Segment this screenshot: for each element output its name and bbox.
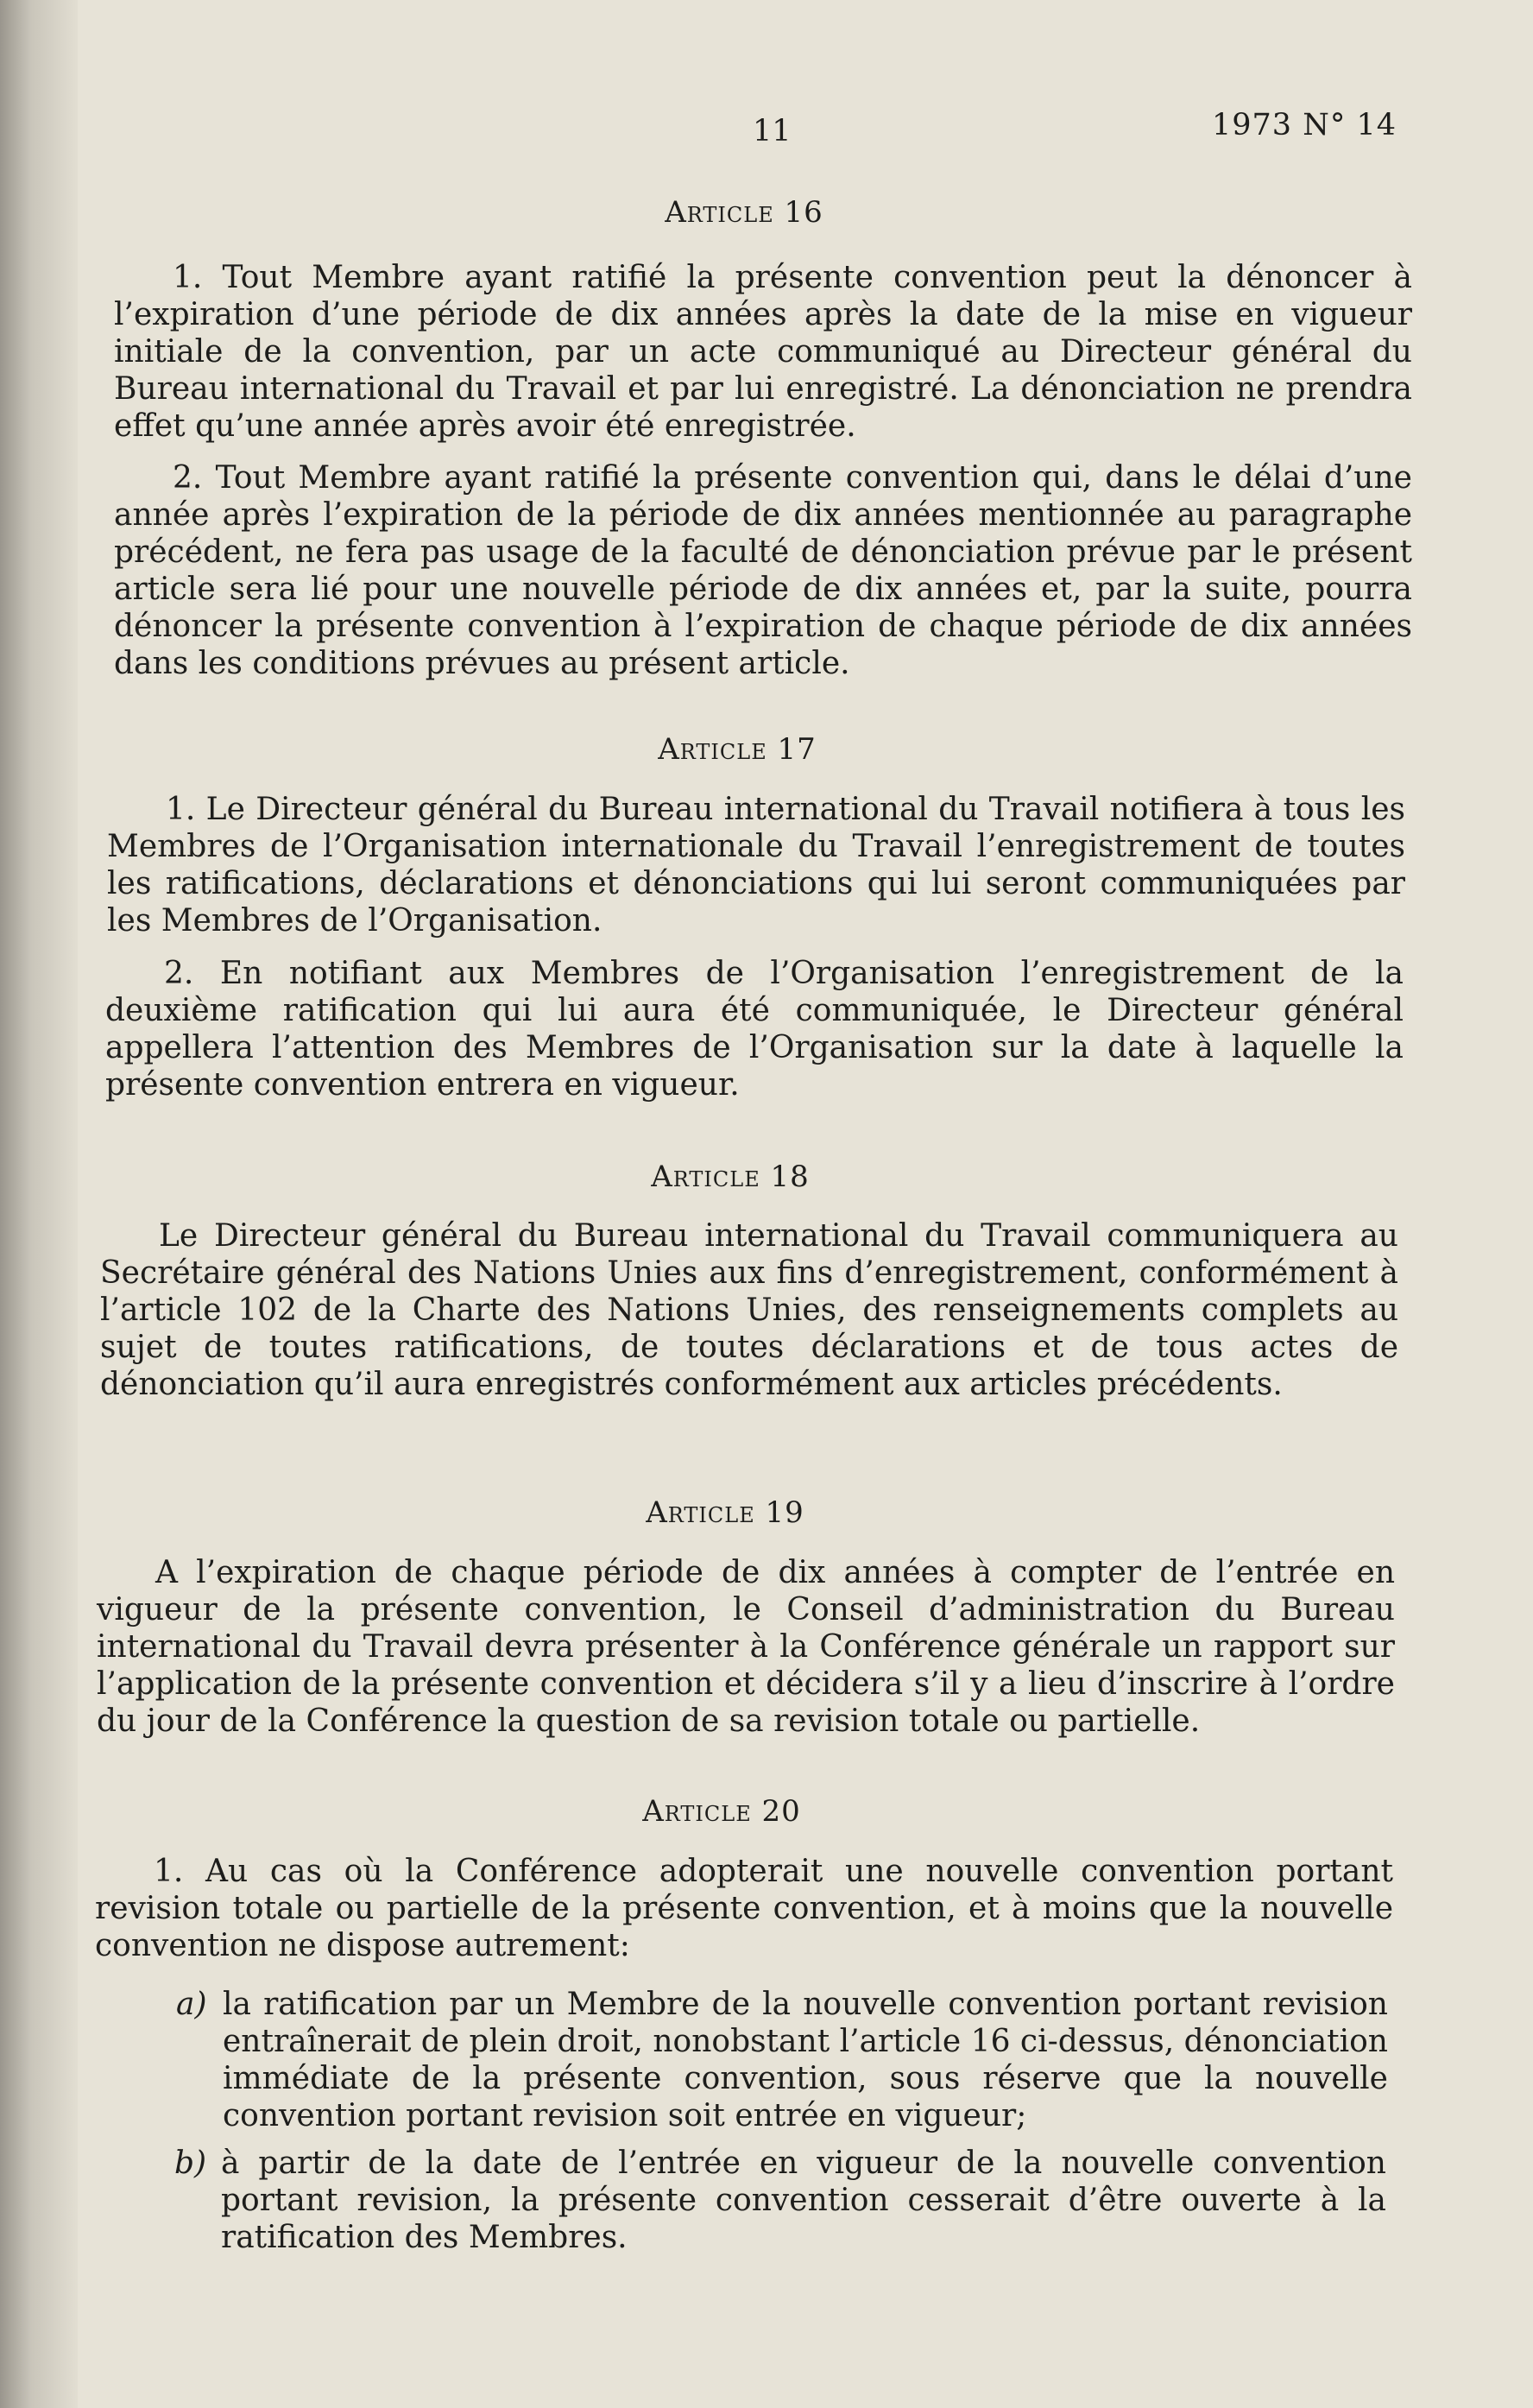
- article-20-paragraph-1: [95, 1853, 1393, 1964]
- article-20-item-b: [174, 2145, 1386, 2256]
- article-17-paragraph-1: [107, 791, 1405, 939]
- article-19-paragraph-1: [97, 1554, 1395, 1740]
- paragraph-text: 2. Tout Membre ayant ratifié la présente convention qui, dans le délai d’une année après l’expiration de la période de dix années mentionnée au paragraphe précédent, ne fera pas usage de la faculté de dénonciation prévue par le présent article sera lié pour une nouvelle période de dix années et, par la suite, pourra dénoncer la présente convention à l’expiration de chaque période de dix années dans les conditions prévues au présent article.: [114, 460, 1412, 681]
- article-18-paragraph-1: [100, 1217, 1398, 1403]
- article-16-title: Article 16: [665, 195, 823, 230]
- article-19-title: Article 19: [646, 1495, 804, 1530]
- article-20-title: Article 20: [642, 1794, 801, 1829]
- paragraph-text: 2. En notifiant aux Membres de l’Organisation l’enregistrement de la deuxième ratification qui lui aura été communiquée, le Directeur général appellera l’attention des Membres de l’Organisation sur la date à laquelle la présente convention entrera en vigueur.: [105, 956, 1404, 1103]
- page-number: 11: [753, 114, 792, 149]
- paragraph-text: 1. Tout Membre ayant ratifié la présente convention peut la dénoncer à l’expiration d’une période de dix années après la date de la mise en vigueur initiale de la convention, par un acte communiqué au Directeur général du Bureau international du Travail et par lui enregistré. La dénonciation ne prendra effet qu’une année après avoir été enregistrée.: [114, 260, 1412, 444]
- article-17-paragraph-2: [105, 955, 1404, 1103]
- article-18-title: Article 18: [651, 1160, 810, 1194]
- article-16-paragraph-2: [114, 459, 1412, 682]
- item-marker: a): [176, 1987, 207, 2022]
- item-text: la ratification par un Membre de la nouvelle convention portant revision entraînerait de plein droit, nonobstant l’article 16 ci-dessus, dénonciation immédiate de la présente convention, sous réserve que la nouvelle convention portant revision soit entrée en vigueur;: [223, 1987, 1388, 2133]
- article-16-paragraph-1: [114, 259, 1412, 445]
- paragraph-text: Le Directeur général du Bureau international du Travail communiquera au Secrétaire général des Nations Unies aux fins d’enregistrement, conformément à l’article 102 de la Charte des Nations Unies, des renseignements complets au sujet de toutes ratifications, de toutes déclarations et de tous actes de dénonciation qu’il aura enregistrés conformément aux articles précédents.: [100, 1218, 1398, 1402]
- document-reference: 1973 N° 14: [1212, 108, 1397, 142]
- paragraph-text: 1. Au cas où la Conférence adopterait une nouvelle convention portant revision totale ou partielle de la présente convention, et à moins que la nouvelle convention ne dispose autrement:: [95, 1854, 1393, 1963]
- article-20-item-a: [176, 1986, 1388, 2134]
- article-17-title: Article 17: [658, 732, 817, 767]
- item-text: à partir de la date de l’entrée en vigueur de la nouvelle convention portant revision, la présente convention cesserait d’être ouverte à la ratification des Membres.: [221, 2146, 1386, 2255]
- paragraph-text: A l’expiration de chaque période de dix années à compter de l’entrée en vigueur de la présente convention, le Conseil d’administration du Bureau international du Travail devra présenter à la Conférence générale un rapport sur l’application de la présente convention et décidera s’il y a lieu d’inscrire à l’ordre du jour de la Conférence la question de sa revision totale ou partielle.: [97, 1555, 1395, 1739]
- item-marker: b): [174, 2146, 207, 2181]
- paragraph-text: 1. Le Directeur général du Bureau international du Travail notifiera à tous les Membres de l’Organisation internationale du Travail l’enregistrement de toutes les ratifications, déclarations et dénonciations qui lui seront communiquées par les Membres de l’Organisation.: [107, 792, 1405, 939]
